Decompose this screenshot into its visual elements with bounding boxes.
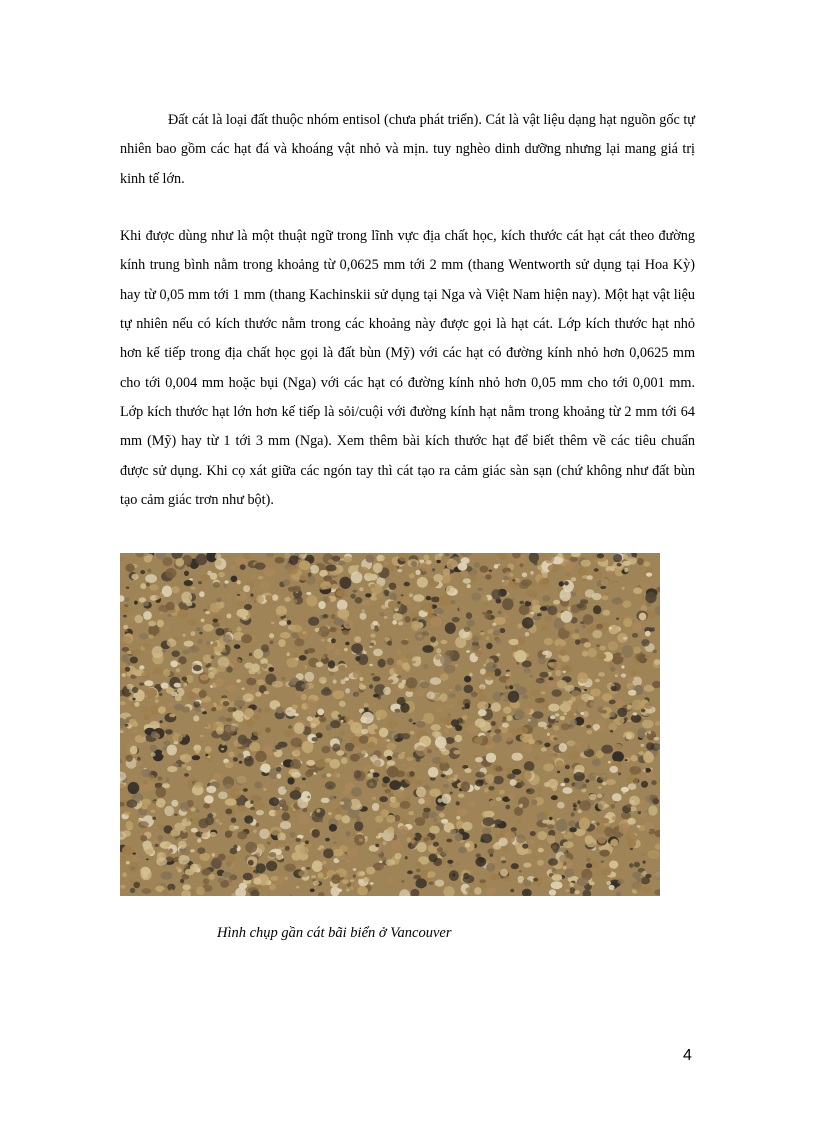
figure-caption: Hình chụp gần cát bãi biển ở Vancouver — [217, 925, 452, 941]
page-number: 4 — [683, 1047, 692, 1064]
sand-texture-image — [120, 553, 660, 896]
sand-closeup-photo — [120, 553, 660, 896]
paragraph-sandy-soil-intro: Đất cát là loại đất thuộc nhóm entisol (chưa phát triển). Cát là vật liệu dạng hạt nguồn gốc tự nhiên bao gồm các hạt đá và khoáng vật nhỏ và mịn. tuy nghèo dinh dưỡng nhưng lại mang giá trị kinh tế lớn. — [120, 112, 695, 187]
paragraph-sand-grain-size: Khi được dùng như là một thuật ngữ trong lĩnh vực địa chất học, kích thước cát hạt cát theo đường kính trung bình nằm trong khoảng từ 0,0625 mm tới 2 mm (thang Wentworth sử dụng tại Hoa Kỳ) hay từ 0,05 mm tới 1 mm (thang Kachinskii sử dụng tại Nga và Việt Nam hiện nay). Một hạt vật liệu tự nhiên nếu có kích thước nằm trong các khoảng này được gọi là hạt cát. Lớp kích thước hạt nhỏ hơn kế tiếp trong địa chất học gọi là đất bùn (Mỹ) với các hạt có đường kính nhỏ hơn 0,0625 mm cho tới 0,004 mm hoặc bụi (Nga) với các hạt có đường kính nhỏ hơn 0,05 mm cho tới 0,001 mm. Lớp kích thước hạt lớn hơn kế tiếp là sỏi/cuội với đường kính hạt nằm trong khoảng từ 2 mm tới 64 mm (Mỹ) hay từ 1 tới 3 mm (Nga). Xem thêm bài kích thước hạt để biết thêm về các tiêu chuẩn được sử dụng. Khi cọ xát giữa các ngón tay thì cát tạo ra cảm giác sàn sạn (chứ không như đất bùn tạo cảm giác trơn như bột). — [120, 228, 695, 508]
